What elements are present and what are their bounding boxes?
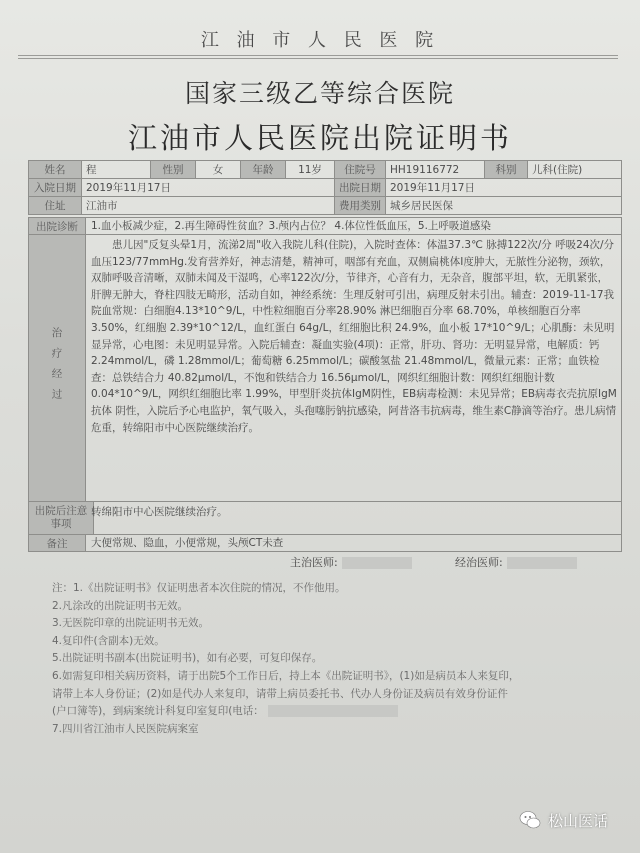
fee-type-value: 城乡居民医保 <box>386 197 622 215</box>
treatment-section <box>28 234 622 502</box>
diagnosis-row <box>28 217 622 235</box>
remarks-label: 备注 <box>29 535 86 551</box>
redacted-signature <box>507 557 577 569</box>
remarks-row <box>28 534 622 552</box>
gender-label: 性别 <box>151 161 196 179</box>
diagnosis-label: 出院诊断 <box>29 218 86 234</box>
treatment-text-block <box>91 237 617 436</box>
treatment-label-cell <box>29 235 86 501</box>
patient-info-row-1 <box>29 161 622 179</box>
admit-date-label: 入院日期 <box>29 179 82 197</box>
treatment-paragraph: 患儿因"反复头晕1月，流涕2周"收入我院儿科(住院)，入院时查体：体温37.3℃ 脉搏122次/分 呼吸24次/分 血压123/77mmHg.发育营养好，神志清楚，精神可，咽部有充血，双侧扁桃体I度肿大，无脓性分泌物，颈软，双肺呼吸音清晰，双肺未闻及干湿鸣，心率122次/分，节律齐，心音有力，无杂音，腹部平坦，软，无肌紧张，肝脾无肿大，脊柱四肢无畸形，活动自如，神经系统：生理反射可引出，病理反射未引出。辅查：2019-11-17我院血常规：白细胞4.13*10^9/L，中性粒细胞百分率28.90% 淋巴细胞百分率 68.70%，单核细胞百分率 3.50%，红细胞 2.39*10^12/L，血红蛋白 64g/L，红细胞比积 24.9%，血小板 17*10^9/L；心肌酶：未见明显异常，心电图：未见明显异常。入院后辅查：凝血实验(4项)：正常，肝功、肾功：无明显异常，电解质：钙 2.24mmol/L，磷 1.28mmol/L；葡萄糖 6.25mmol/L；碳酸氢盐 21.48mmol/L，微量元素：正常；血铁检查：总铁结合力 40.82μmol/L，不饱和铁结合力 16.56μmol/L，网织红细胞计数：网织红细胞计数 0.04*10^9/L，网织红细胞比率 1.99%，甲型肝炎抗体IgM阴性，EB病毒检测：未见异常；EB病毒衣壳抗原IgM抗体 阴性，入院后予心电监护，氧气吸入，头孢噻肟钠抗感染，阿昔洛韦抗病毒，维生素C静滴等治疗。患儿病情危重，转绵阳市中心医院继续治疗。 <box>91 239 617 434</box>
watermark-text: 松山医话 <box>548 811 609 830</box>
discharge-advice-row <box>28 501 622 535</box>
note-line: 3.无医院印章的出院证明书无效。 <box>52 617 210 630</box>
note-line: 7.四川省江油市人民医院病案室 <box>52 722 199 735</box>
note-line: 注：1.《出院证明书》仅证明患者本次住院的情况，不作他用。 <box>52 582 346 594</box>
admit-date-value: 2019年11月17日 <box>82 179 335 197</box>
name-value: 程 <box>82 161 151 179</box>
treating-physician <box>455 554 577 570</box>
inpatient-no-label: 住院号 <box>335 161 386 179</box>
attending-physician-label: 主治医师: <box>290 556 338 569</box>
address-label: 住址 <box>29 197 82 215</box>
age-value: 11岁 <box>286 161 335 179</box>
department-value: 儿科(住院) <box>528 161 622 179</box>
hospital-header: 江 油 市 人 民 医 院 <box>200 30 440 51</box>
patient-info-row-3 <box>29 197 622 215</box>
note-line: 请带上本人身份证；(2)如是代办人来复印，请带上病员委托书、代办人身份证及病员有效身份证件 <box>52 687 508 700</box>
gender-value: 女 <box>196 161 241 179</box>
discharge-date-value: 2019年11月17日 <box>386 179 622 197</box>
redacted-phone <box>268 705 398 717</box>
attending-physician <box>290 554 412 570</box>
redacted-signature <box>342 557 412 569</box>
age-label: 年龄 <box>241 161 286 179</box>
patient-info-row-2 <box>29 179 622 197</box>
header-divider <box>18 55 618 56</box>
discharge-advice-label: 出院后注意事项 <box>29 502 94 534</box>
notes-section <box>52 580 612 738</box>
name-label: 姓名 <box>29 161 82 179</box>
patient-info-table <box>28 160 622 215</box>
discharge-date-label: 出院日期 <box>335 179 386 197</box>
note-line-text: (户口簿等)，到病案统计科复印室复印(电话： <box>52 705 264 718</box>
remarks-text: 大便常规、隐血，小便常规，头颅CT未查 <box>91 537 284 549</box>
address-value: 江油市 <box>82 197 335 215</box>
department-label: 科别 <box>485 161 528 179</box>
note-line: 6.如需复印相关病历资料，请于出院5个工作日后，持上本《出院证明书》，(1)如是病员本人来复印， <box>52 669 520 682</box>
document-title: 江油市人民医院出院证明书 <box>127 121 512 155</box>
treating-physician-label: 经治医师: <box>455 556 503 569</box>
wechat-icon <box>518 808 542 832</box>
diagnosis-text: 1.血小板减少症，2.再生障碍性贫血？3.颅内占位？ 4.体位性低血压，5.上呼吸道感染 <box>91 220 491 232</box>
hospital-grade-title: 国家三级乙等综合医院 <box>184 79 455 108</box>
note-line: 2.凡涂改的出院证明书无效。 <box>52 599 189 612</box>
note-line <box>52 703 612 721</box>
note-line: 4.复印件(含副本)无效。 <box>52 634 165 647</box>
discharge-advice-text: 转绵阳市中心医院继续治疗。 <box>91 506 228 518</box>
inpatient-no-value: HH19116772 <box>386 161 485 179</box>
fee-type-label: 费用类别 <box>335 197 386 215</box>
note-line: 5.出院证明书副本(出院证明书)，如有必要，可复印保存。 <box>52 652 323 665</box>
header-divider-2 <box>18 58 618 59</box>
watermark <box>518 808 608 832</box>
treatment-label: 治疗经过 <box>50 327 63 409</box>
